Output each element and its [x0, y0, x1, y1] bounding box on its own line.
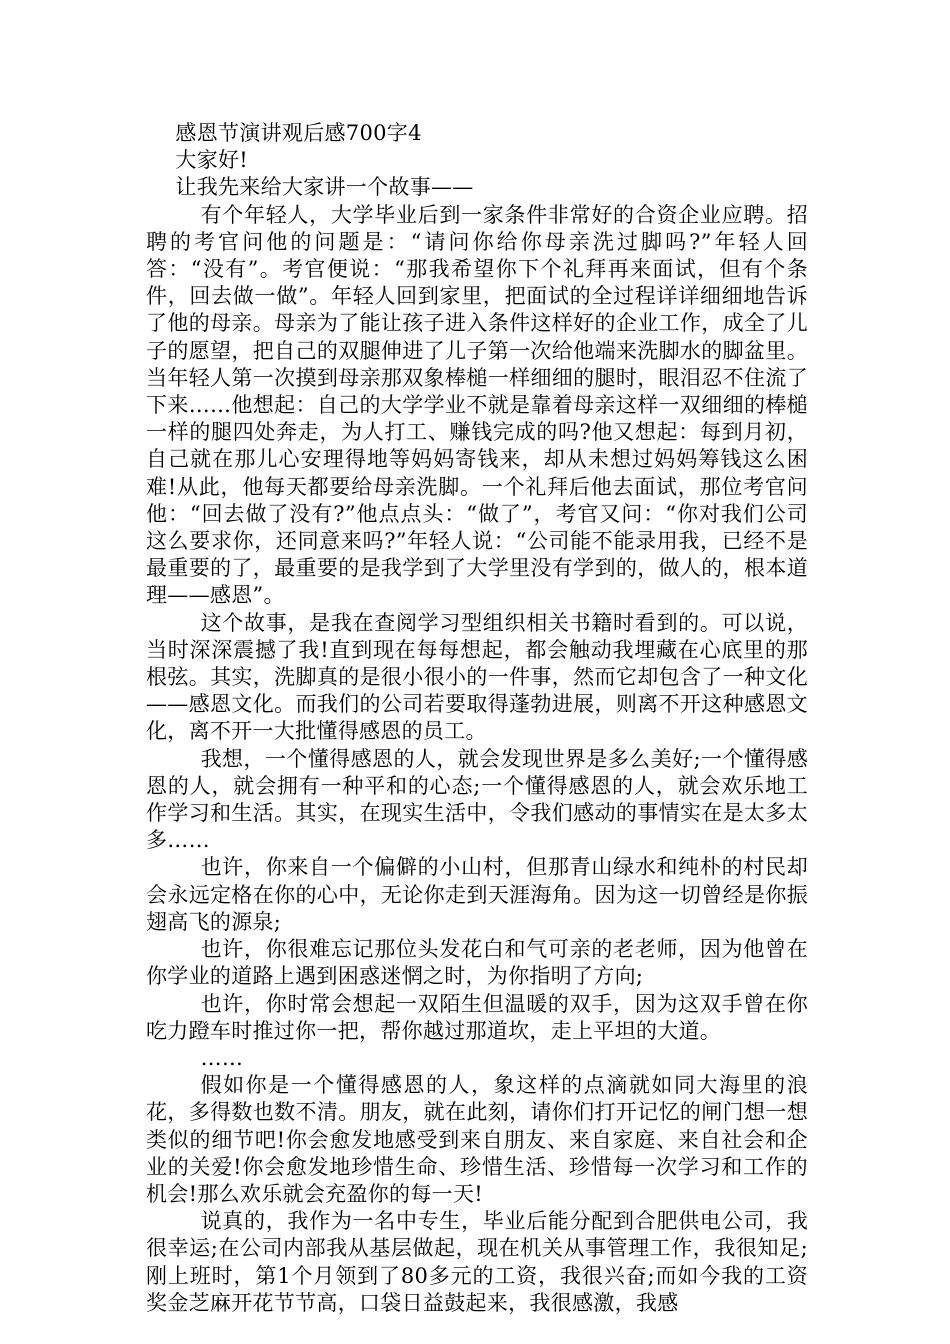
- paragraph-ellipsis: ……: [200, 1045, 244, 1070]
- greeting: 大家好!: [175, 148, 249, 173]
- document-body: [146, 120, 808, 1317]
- intro-line: 让我先来给大家讲一个故事——: [175, 175, 474, 200]
- paragraph-gratitude: 我想，一个懂得感恩的人，就会发现世界是多么美好;一个懂得感恩的人，就会拥有一种平和的心态;一个懂得感恩的人，就会欢乐地工作学习和生活。其实，在现实生活中，令我们感动的事情实在是太多太多……: [146, 746, 808, 853]
- paragraph-reflection: 这个故事，是我在查阅学习型组织相关书籍时看到的。可以说，当时深深震撼了我!直到现在每每想起，都会触动我埋藏在心底里的那根弦。其实，洗脚真的是很小很小的一件事，然而它却包含了一种文化——感恩文化。而我们的公司若要取得蓬勃进展，则离不开这种感恩文化，离不开一大批懂得感恩的员工。: [146, 610, 808, 744]
- paragraph-story: 有个年轻人，大学毕业后到一家条件非常好的合资企业应聘。招聘的考官问他的问题是：“请问你给你母亲洗过脚吗?”年轻人回答：“没有”。考官便说：“那我希望你下个礼拜再来面试，但有个条件，回去做一做”。年轻人回到家里，把面试的全过程详详细细地告诉了他的母亲。母亲为了能让孩子进入条件这样好的企业工作，成全了儿子的愿望，把自己的双腿伸进了儿子第一次给他端来洗脚水的脚盆里。当年轻人第一次摸到母亲那双象棒槌一样细细的腿时，眼泪忍不住流了下来……他想起：自己的大学学业不就是靠着母亲这样一双细细的棒槌一样的腿四处奔走，为人打工、赚钱完成的吗?他又想起：每到月初，自己就在那儿心安理得地等妈妈寄钱来，却从未想过妈妈筹钱这么困难!从此，他每天都要给母亲洗脚。一个礼拜后他去面试，那位考官问他：“回去做了没有?”他点点头：“做了”，考官又问：“你对我们公司这么要求你，还同意来吗?”年轻人说：“公司能不能录用我，已经不是最重要的了，最重要的是我学到了大学里没有学到的，做人的，根本道理——感恩”。: [146, 202, 808, 608]
- paragraph-hands: 也许，你时常会想起一双陌生但温暖的双手，因为这双手曾在你吃力蹬车时推过你一把，帮你越过那道坎，走上平坦的大道。: [146, 991, 808, 1043]
- paragraph-waves: 假如你是一个懂得感恩的人，象这样的点滴就如同大海里的浪花，多得数也数不清。朋友，就在此刻，请你们打开记忆的闸门想一想类似的细节吧!你会愈发地感受到来自朋友、来自家庭、来自社会和企业的关爱!你会愈发地珍惜生命、珍惜生活、珍惜每一次学习和工作的机会!那么欢乐就会充盈你的每一天!: [146, 1073, 808, 1206]
- paragraph-teacher: 也许，你很难忘记那位头发花白和气可亲的老老师，因为他曾在你学业的道路上遇到困惑迷惘之时，为你指明了方向;: [146, 937, 808, 989]
- paragraph-personal: 说真的，我作为一名中专生，毕业后能分配到合肥供电公司，我很幸运;在公司内部我从基层做起，现在机关从事管理工作，我很知足;刚上班时，第1个月领到了80多元的工资，我很兴奋;而如今我的工资奖金芝麻开花节节高，口袋日益鼓起来，我很感激，我感: [146, 1209, 808, 1315]
- document-title: 感恩节演讲观后感700字4: [175, 121, 422, 145]
- paragraph-village: 也许，你来自一个偏僻的小山村，但那青山绿水和纯朴的村民却会永远定格在你的心中，无论你走到天涯海角。因为这一切曾经是你振翅高飞的源泉;: [146, 855, 808, 934]
